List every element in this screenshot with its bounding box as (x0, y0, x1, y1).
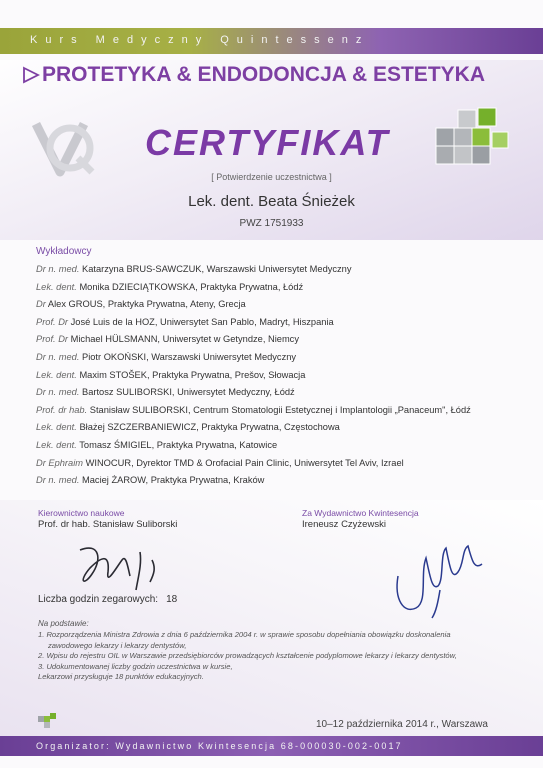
lecturer-title: Dr n. med. (36, 351, 80, 362)
lecturer-affiliation: , Dyrektor TMD & Orofacial Pain Clinic, Uniwersytet Tel Aviv, Izrael (131, 457, 404, 468)
lecturer-affiliation: , Praktyka Prywatna, Katowice (151, 439, 278, 450)
signature-right (390, 530, 490, 620)
lecturer-affiliation: , Praktyka Prywatna, Prešov, Słowacja (146, 369, 306, 380)
scientific-direction-label: Kierownictwo naukowe (38, 508, 125, 518)
publisher-representative-name: Ireneusz Czyżewski (302, 519, 386, 530)
lecturer-title: Lek. dent. (36, 422, 77, 433)
pwz-number: PWZ 1751933 (239, 218, 304, 229)
lecturer-item (36, 370, 526, 388)
lecturer-item (36, 334, 526, 352)
publisher-representative-label: Za Wydawnictwo Kwintesencja (302, 508, 419, 518)
lecturer-item (36, 458, 526, 476)
hours-label: Liczba godzin zegarowych: (38, 594, 159, 605)
lecturer-item (36, 440, 526, 458)
lecturer-affiliation: , Uniwersytet w Getyndze, Niemcy (157, 334, 299, 345)
lecturer-item (36, 352, 526, 370)
lecturer-affiliation: , Warszawski Uniwersytet Medyczny (146, 351, 297, 362)
basis-item: 3. Udokumentowanej liczby godzin uczestnictwa w kursie, (38, 661, 233, 671)
basis-item: zawodowego lekarzy i lekarzy dentystów, (48, 640, 187, 650)
signature-left (70, 538, 180, 598)
lecturer-name: Maxim STOŠEK (79, 369, 147, 380)
lecturer-title: Prof. Dr (36, 334, 69, 345)
lecturer-item (36, 264, 526, 282)
cubes-icon (428, 106, 512, 172)
publisher-small-logo-icon (36, 712, 58, 728)
participation-confirmation: [ Potwierdzenie uczestnictwa ] (211, 172, 332, 182)
lecturer-affiliation: , Praktyka Prywatna, Łódź (195, 281, 304, 292)
hours-value: 18 (166, 594, 178, 605)
lecturer-name: Piotr OKOŃSKI (82, 351, 147, 362)
basis-item: 1. Rozporządzenia Ministra Zdrowia z dnia 6 października 2004 r. w sprawie sposobu dopełniania obowiązku doskonalenia (38, 630, 451, 639)
lecturer-name: Maciej ŻAROW (82, 475, 146, 486)
lecturer-name: Katarzyna BRUS-SAWCZUK (82, 264, 202, 274)
recipient-name: Lek. dent. Beata Śnieżek (188, 193, 355, 210)
lecturer-item (36, 422, 526, 440)
lecturer-item (36, 475, 526, 493)
lecturer-title: Dr n. med. (36, 387, 80, 398)
lecturer-affiliation: , Centrum Stomatologii Estetycznej i Implantologii „Panaceum", Łódź (187, 404, 471, 415)
lecturers-heading: Wykładowcy (36, 246, 92, 257)
certificate-title: CERTYFIKAT (145, 122, 390, 163)
lecturer-affiliation: , Uniwersytet San Pablo, Madryt, Hiszpania (154, 316, 334, 327)
lecturer-affiliation: , Praktyka Prywatna, Kraków (145, 475, 265, 486)
lecturer-title: Prof. Dr (36, 316, 69, 327)
lecturer-name: Tomasz ŚMIGIEL (79, 439, 152, 450)
lecturer-affiliation: , Warszawski Uniwersytet Medyczny (201, 264, 352, 274)
lecturer-title: Dr Ephraim (36, 457, 84, 468)
lecturer-item (36, 405, 526, 423)
organizer-line: Organizator: Wydawnictwo Kwintesencja 68-000030-002-0017 (36, 741, 403, 751)
triangle-arrow-icon (22, 66, 40, 84)
basis-item: 2. Wpisu do rejestru OIL w Warszawie przedsiębiorców prowadzących kształcenie podyplomowe lekarzy i lekarzy dentystów, (38, 651, 457, 660)
lecturer-title: Dr (36, 299, 46, 310)
lecturer-item (36, 299, 526, 317)
lecturer-name: Alex GROUS (47, 299, 103, 310)
lecturer-name: José Luis de la HOZ (70, 316, 155, 327)
basis-list (38, 630, 513, 683)
lecturer-title: Dr n. med. (36, 475, 80, 486)
basis-item: Lekarzowi przysługuje 18 punktów edukacyjnych. (38, 672, 204, 681)
quintessenz-logo-icon (30, 118, 100, 178)
lecturer-title: Lek. dent. (36, 281, 77, 292)
lecturer-title: Lek. dent. (36, 369, 77, 380)
lecturer-name: Monika DZIECIĄTKOWSKA (79, 281, 196, 292)
lecturer-name: Bartosz SULIBORSKI (82, 387, 172, 398)
lecturer-affiliation: , Praktyka Prywatna, Częstochowa (196, 422, 340, 433)
lecturer-affiliation: , Praktyka Prywatna, Ateny, Grecja (102, 299, 246, 310)
lecturers-list (36, 264, 526, 493)
course-date: 10–12 października 2014 r., Warszawa (316, 719, 488, 730)
hours-line (38, 594, 177, 605)
lecturer-name: WINOCUR (85, 457, 132, 468)
lecturer-name: Stanisław SULIBORSKI (89, 404, 188, 415)
course-band-text: Kurs Medyczny Quintessenz (30, 34, 370, 46)
lecturer-name: Michael HÜLSMANN (70, 334, 158, 345)
lecturer-name: Błażej SZCZERBANIEWICZ (79, 422, 197, 433)
lecturer-title: Prof. dr hab. (36, 404, 88, 415)
lecturer-affiliation: , Uniwersytet Medyczny, Łódź (171, 387, 295, 398)
basis-heading: Na podstawie: (38, 619, 89, 628)
scientific-director-name: Prof. dr hab. Stanisław Suliborski (38, 519, 178, 530)
program-title: PROTETYKA & ENDODONCJA & ESTETYKA (42, 63, 485, 86)
lecturer-title: Dr n. med. (36, 264, 80, 274)
lecturer-item (36, 387, 526, 405)
lecturer-title: Lek. dent. (36, 439, 77, 450)
lecturer-item (36, 282, 526, 300)
lecturer-item (36, 317, 526, 335)
